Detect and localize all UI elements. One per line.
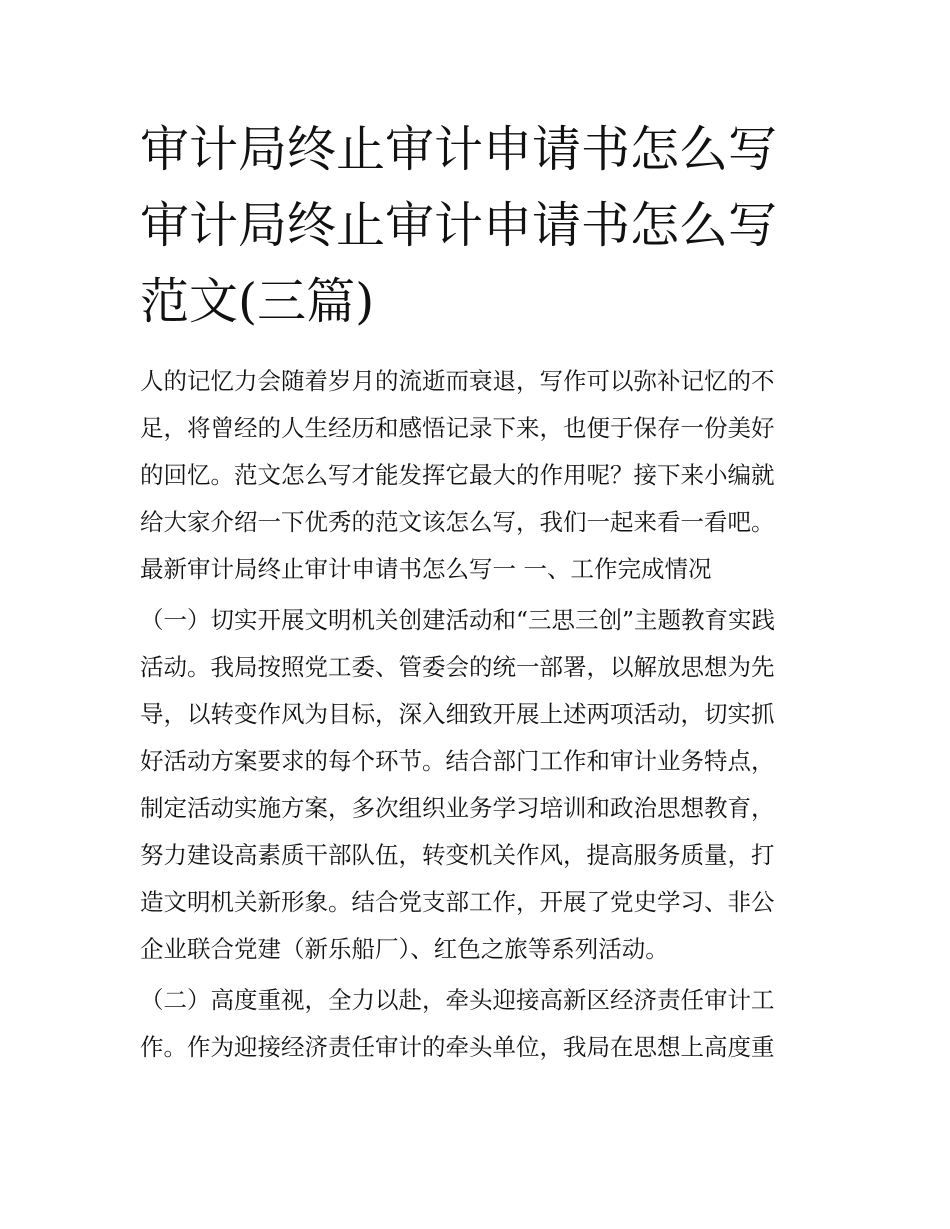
body-line: 的回忆。范文怎么写才能发挥它最大的作用呢？接下来小编就 [140, 461, 775, 489]
body-line: 给大家介绍一下优秀的范文该怎么写，我们一起来看一看吧。 [140, 508, 775, 536]
body-line: 制定活动实施方案，多次组织业务学习培训和政治思想教育， [140, 794, 775, 822]
body-line: 人的记忆力会随着岁月的流逝而衰退，写作可以弥补记忆的不 [140, 367, 775, 395]
body-line: （一）切实开展文明机关创建活动和“三思三创”主题教育实践 [140, 606, 776, 634]
document-title [140, 112, 820, 340]
body-line: 活动。我局按照党工委、管委会的统一部署，以解放思想为先 [140, 653, 775, 681]
section-heading-line: 最新审计局终止审计申请书怎么写一 一、工作完成情况 [140, 555, 712, 583]
body-line: 作。作为迎接经济责任审计的牵头单位，我局在思想上高度重 [140, 1033, 775, 1061]
document-body [140, 358, 820, 1071]
body-line: （二）高度重视，全力以赴，牵头迎接高新区经济责任审计工 [140, 986, 775, 1014]
body-line: 造文明机关新形象。结合党支部工作，开展了党史学习、非公 [140, 888, 775, 916]
body-line: 努力建设高素质干部队伍，转变机关作风，提高服务质量，打 [140, 841, 775, 869]
body-line: 导，以转变作风为目标，深入细致开展上述两项活动，切实抓 [140, 700, 775, 728]
body-line: 好活动方案要求的每个环节。结合部门工作和审计业务特点， [140, 747, 775, 775]
title-line-1: 审计局终止审计申请书怎么写 [140, 121, 778, 178]
title-line-2: 审计局终止审计申请书怎么写 [140, 197, 778, 254]
title-line-3: 范文(三篇) [140, 273, 375, 330]
body-line: 足，将曾经的人生经历和感悟记录下来，也便于保存一份美好 [140, 414, 775, 442]
body-line: 企业联合党建（新乐船厂）、红色之旅等系列活动。 [140, 935, 669, 963]
